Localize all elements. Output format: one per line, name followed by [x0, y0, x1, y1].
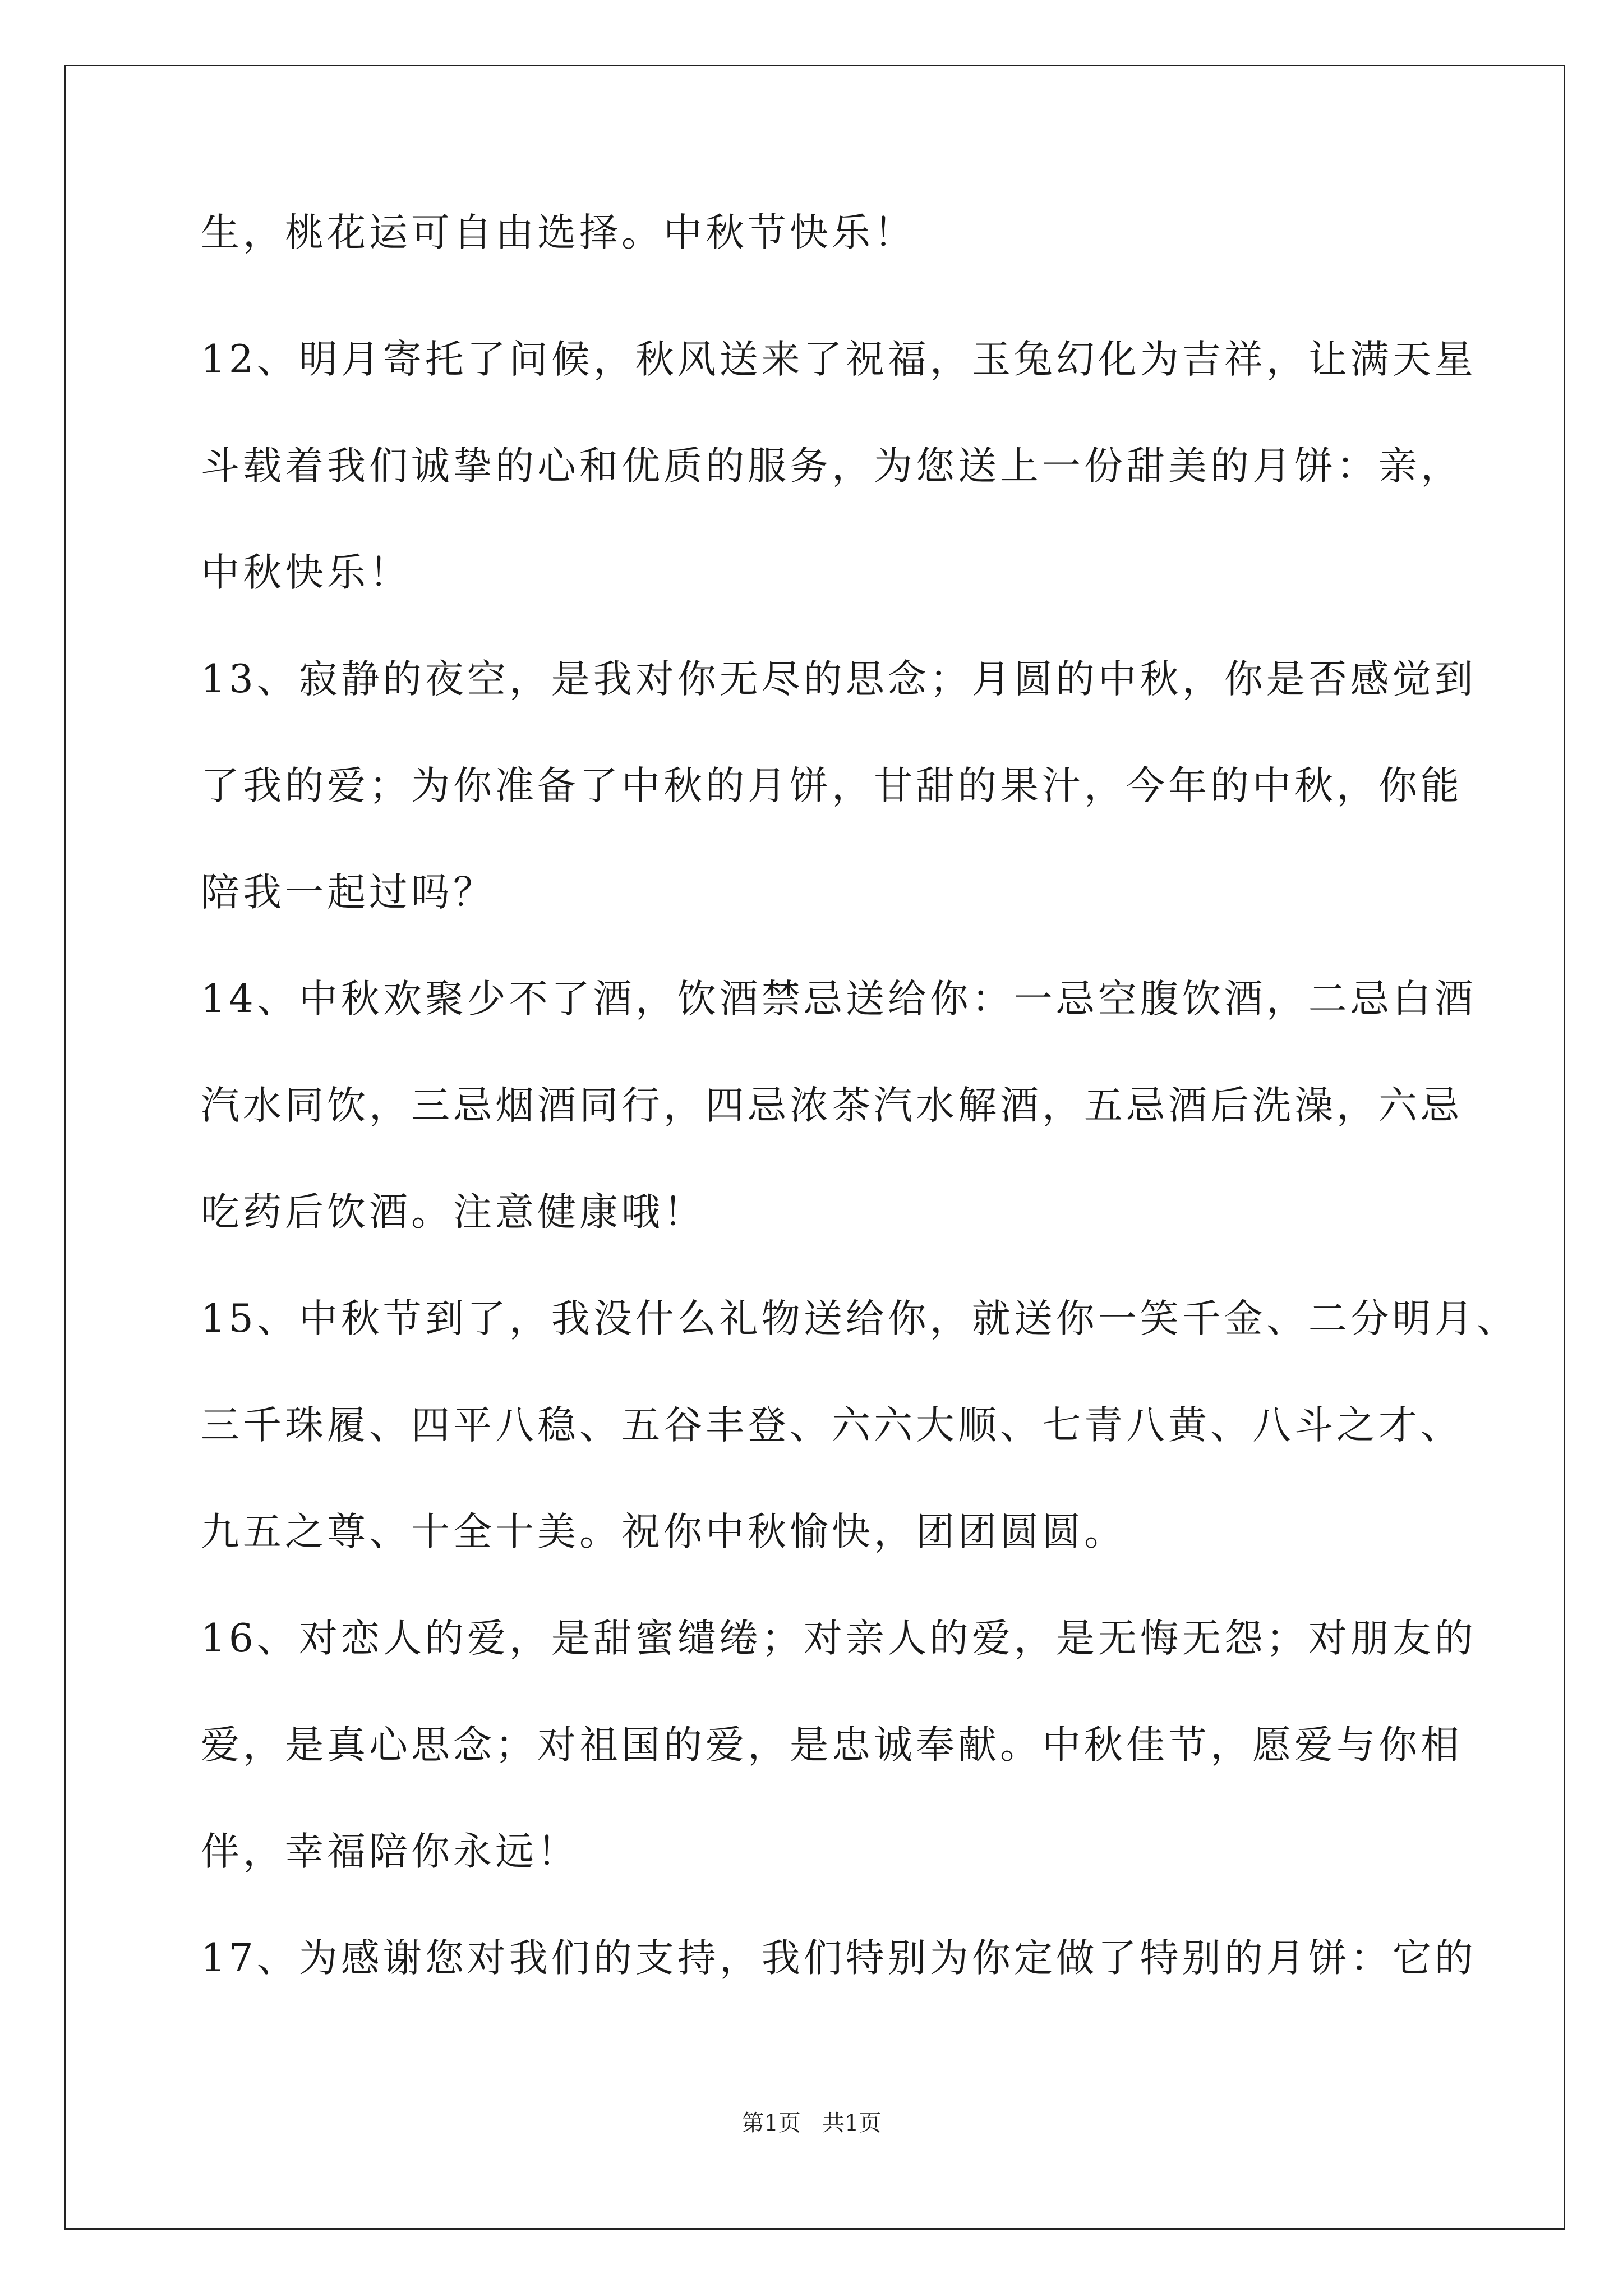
text-line: 了我的爱；为你准备了中秋的月饼，甘甜的果汁，今年的中秋，你能	[201, 763, 1463, 808]
text-line: 生，桃花运可自由选择。中秋节快乐！	[201, 210, 916, 255]
text-line: 伴，幸福陪你永远！	[201, 1829, 579, 1874]
text-line: 中秋快乐！	[201, 550, 411, 595]
text-line: 汽水同饮，三忌烟酒同行，四忌浓茶汽水解酒，五忌酒后洗澡，六忌	[201, 1083, 1463, 1128]
text-line: 17、为感谢您对我们的支持，我们特别为你定做了特别的月饼：它的	[201, 1936, 1477, 1981]
text-line: 15、中秋节到了，我没什么礼物送给你，就送你一笑千金、二分明月、	[201, 1296, 1519, 1341]
text-line: 三千珠履、四平八稳、五谷丰登、六六大顺、七青八黄、八斗之才、	[201, 1403, 1463, 1448]
page-footer: 第1页 共1页	[741, 2110, 882, 2136]
text-line: 13、寂静的夜空，是我对你无尽的思念；月圆的中秋，你是否感觉到	[201, 657, 1477, 702]
text-line: 12、明月寄托了问候，秋风送来了祝福，玉兔幻化为吉祥，让满天星	[201, 337, 1477, 382]
text-line: 九五之尊、十全十美。祝你中秋愉快，团团圆圆。	[201, 1510, 1126, 1554]
text-line: 吃药后饮酒。注意健康哦！	[201, 1190, 706, 1235]
text-line: 陪我一起过吗？	[201, 870, 495, 915]
text-line: 爱，是真心思念；对祖国的爱，是忠诚奉献。中秋佳节，愿爱与你相	[201, 1723, 1463, 1768]
text-line: 16、对恋人的爱，是甜蜜缱绻；对亲人的爱，是无悔无怨；对朋友的	[201, 1616, 1477, 1661]
text-line: 14、中秋欢聚少不了酒，饮酒禁忌送给你：一忌空腹饮酒，二忌白酒	[201, 977, 1477, 1022]
text-line: 斗载着我们诚挚的心和优质的服务，为您送上一份甜美的月饼：亲，	[201, 444, 1463, 489]
page-border	[64, 65, 1565, 2230]
